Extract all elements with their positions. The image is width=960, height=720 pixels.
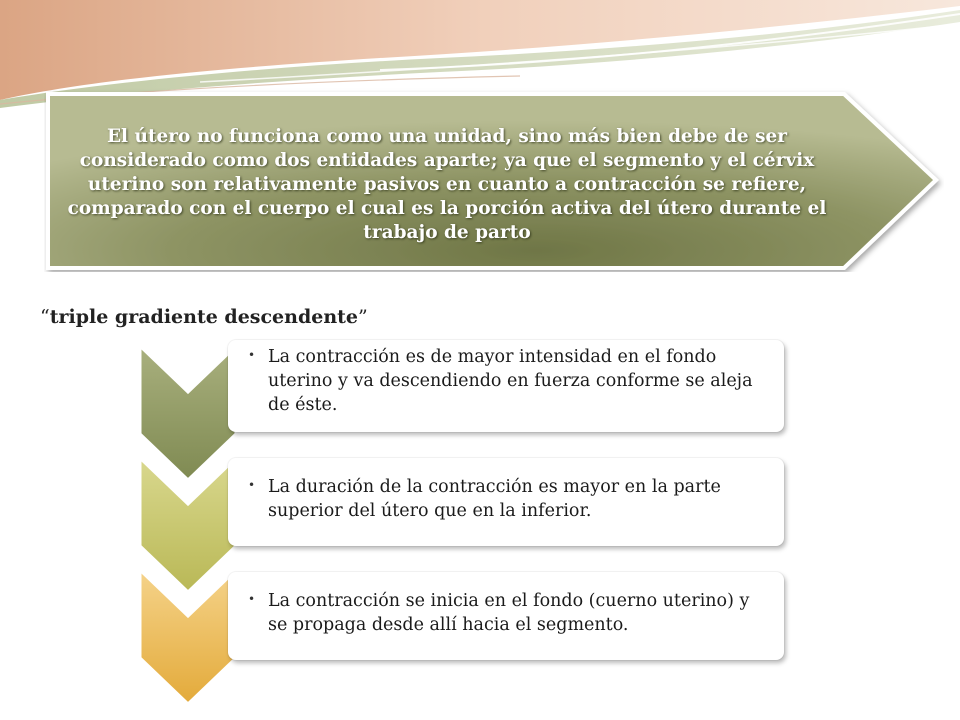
chevron-3 [136, 568, 240, 708]
item-text-3: La contracción se inicia en el fondo (cuerno uterino) y se propaga desde allí hacia el segmento. [268, 591, 750, 635]
section-subtitle [40, 306, 368, 328]
close-quote: ” [358, 306, 368, 328]
item-text-1: La contracción es de mayor intensidad en el fondo uterino y va descendiendo en fuerza conforme se aleja de éste. [268, 347, 753, 415]
list-item [228, 458, 784, 546]
list-item [228, 572, 784, 660]
list-item [228, 340, 784, 432]
banner-text: El útero no funciona como una unidad, sino más bien debe de ser considerado como dos entidades aparte; ya que el segmento y el cérvix uterino son relativamente pasivos en cuanto a contracción se refiere, comparado con el cuerpo el cual es la porción activa del útero durante el trabajo de parto [67, 126, 827, 243]
bullet-1: • [248, 348, 256, 362]
subtitle-text: triple gradiente descendente [49, 306, 359, 328]
bullet-2: • [248, 478, 256, 492]
item-text-2: La duración de la contracción es mayor en la parte superior del útero que en la inferior. [268, 477, 721, 521]
open-quote: “ [40, 306, 50, 328]
bullet-3: • [248, 592, 256, 606]
